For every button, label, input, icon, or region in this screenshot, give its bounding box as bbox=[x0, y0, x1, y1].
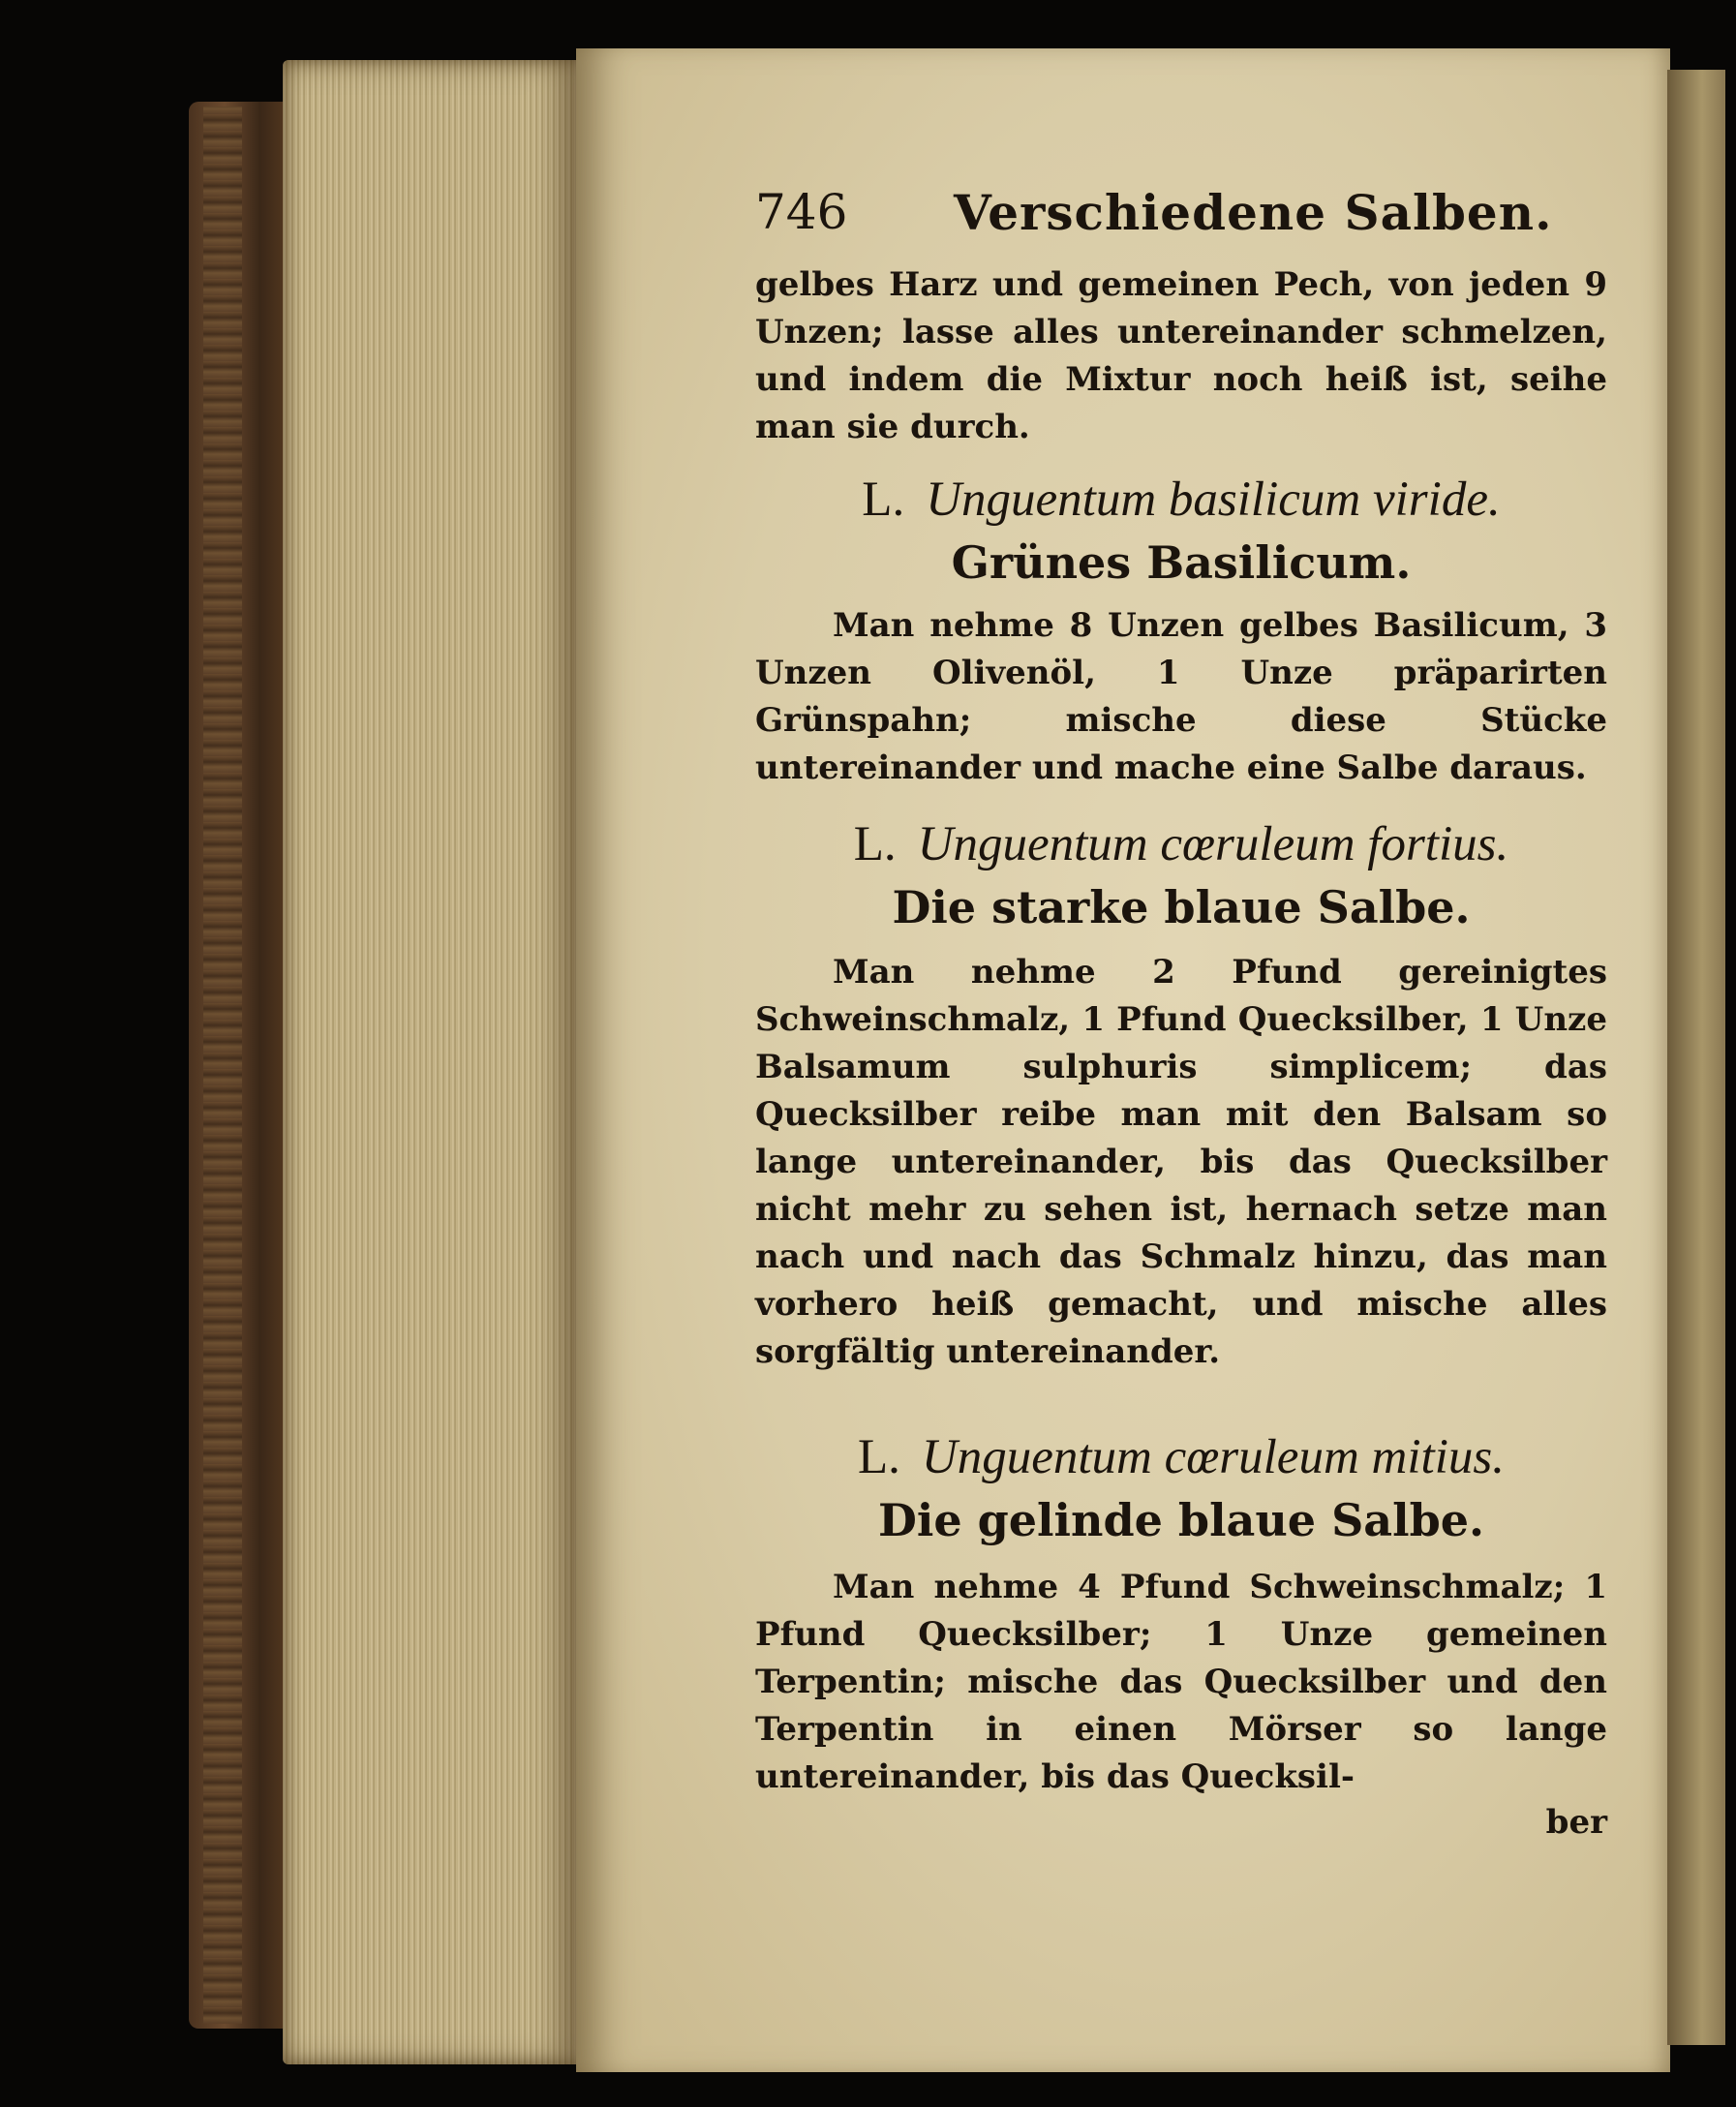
running-title: Verschiedene Salben. bbox=[954, 184, 1553, 241]
german-title: Die starke blaue Salbe. bbox=[892, 881, 1471, 933]
recipe-section bbox=[755, 1426, 1607, 1801]
recipe-section bbox=[755, 813, 1607, 1376]
german-title: Die gelinde blaue Salbe. bbox=[877, 1494, 1485, 1546]
recipe-text: Man nehme 8 Unzen gelbes Basilicum, 3 Unzen Olivenöl, 1 Unze präparirten Grünspahn; mische diese Stücke untereinander und mache eine Salbe daraus. bbox=[755, 606, 1607, 787]
section-number: L. bbox=[853, 817, 897, 871]
latin-heading bbox=[755, 469, 1607, 531]
recipe-text: Man nehme 2 Pfund gereinigtes Schweinschmalz, 1 Pfund Quecksilber, 1 Unze Balsamum sulphuris simplicem; das Quecksilber reibe man mit den Balsam so lange untereinander, bis das Quecksilber nicht mehr zu sehen ist, hernach setze man nach und nach das Schmalz hinzu, das man vorhero heiß gemacht, und mische alles sorgfältig untereinander. bbox=[755, 953, 1607, 1371]
continued-paragraph: gelbes Harz und gemeinen Pech, von jeden 9 Unzen; lasse alles untereinander schmelzen, und indem die Mixtur noch heiß ist, seihe man sie durch. bbox=[755, 265, 1607, 446]
recipe-text: Man nehme 4 Pfund Schweinschmalz; 1 Pfund Quecksilber; 1 Unze gemeinen Terpentin; mische das Quecksilber und den Terpentin in einen Mörser so lange untereinander, bis das Quecksil- bbox=[755, 1568, 1607, 1796]
section-number: L. bbox=[862, 473, 905, 527]
page-block-edges bbox=[283, 60, 583, 2064]
facing-page-edge bbox=[1667, 70, 1725, 2045]
page-text-block bbox=[755, 184, 1607, 1844]
catchword: ber bbox=[1545, 1803, 1607, 1842]
latin-title: Unguentum basilicum viride. bbox=[926, 473, 1501, 527]
latin-title: Unguentum cœruleum fortius. bbox=[917, 817, 1509, 871]
latin-heading bbox=[755, 813, 1607, 875]
german-title: Grünes Basilicum. bbox=[951, 536, 1412, 589]
recipe-section bbox=[755, 469, 1607, 792]
running-head bbox=[755, 184, 1607, 261]
latin-title: Unguentum cœruleum mitius. bbox=[921, 1430, 1505, 1484]
book-cover-binding bbox=[203, 107, 242, 2024]
page-number: 746 bbox=[755, 184, 848, 240]
section-number: L. bbox=[858, 1430, 900, 1484]
latin-heading bbox=[755, 1426, 1607, 1488]
